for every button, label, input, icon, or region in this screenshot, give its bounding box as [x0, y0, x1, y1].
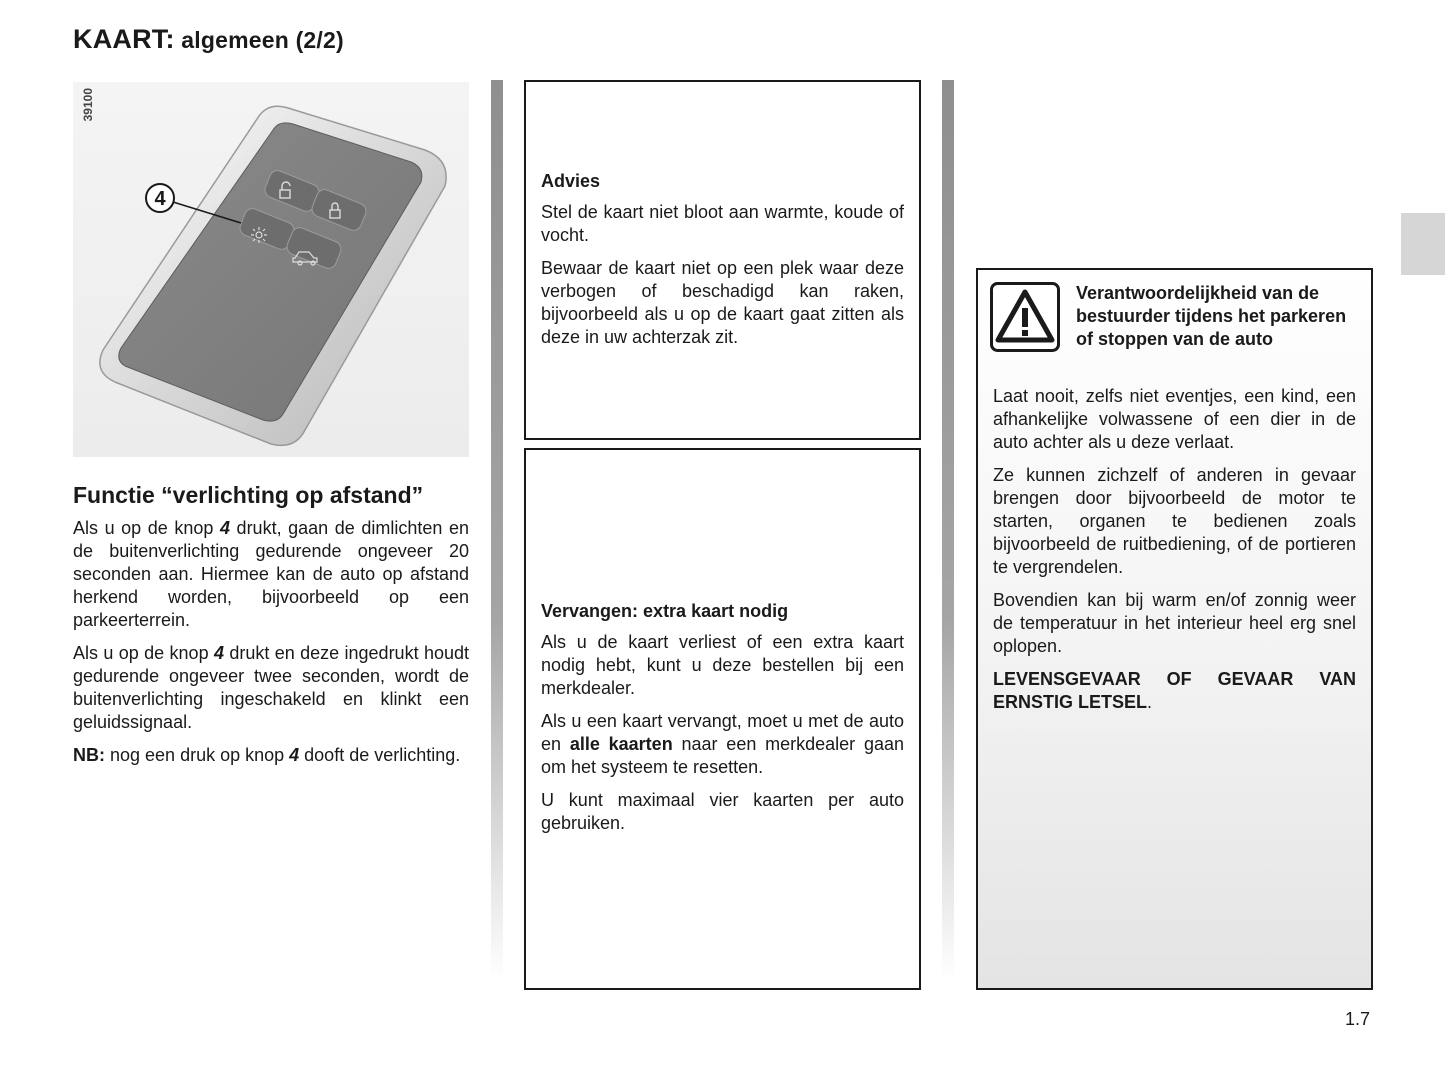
paragraph: [73, 517, 469, 632]
text-run: .: [1147, 692, 1153, 712]
chapter-tab: [1401, 213, 1445, 275]
paragraph: Stel de kaart niet bloot aan warmte, koude of vocht.: [541, 202, 904, 245]
paragraph: U kunt maximaal vier kaarten per auto gebruiken.: [541, 790, 904, 833]
paragraph: [73, 744, 469, 767]
danger-text: LEVENSGEVAAR OF GEVAAR VAN ERNSTIG LETSEL: [993, 669, 1356, 712]
advice-heading: Advies: [541, 171, 601, 191]
text-run: dooft de verlichting.: [299, 745, 461, 765]
figure-ref-number: 39100: [81, 88, 95, 122]
text-run: drukt, gaan de dimlichten en de buitenverlichting gedurende ongeveer 20 seconden aan. Hiermee kan de auto op afstand herkend worden, bijvoorbeeld op een parkeerterrein.: [73, 518, 469, 630]
page-title: [73, 24, 344, 55]
emphasis: alle kaarten: [569, 734, 673, 754]
text-run: Als u op de knop: [73, 643, 214, 663]
text-run: nog een druk op knop: [105, 745, 290, 765]
title-main: KAART:: [73, 24, 175, 54]
page-number: 1.7: [1345, 1009, 1371, 1029]
paragraph: Ze kunnen zichzelf of anderen in gevaar brengen door bijvoorbeeld de motor te starten, organen te bedienen zoals bijvoorbeeld de ruitbediening, of de portieren te vergrendelen.: [993, 465, 1356, 577]
section-heading: Functie “verlichting op afstand”: [73, 482, 424, 508]
callout-label: 4: [154, 188, 166, 210]
text-run: Als u een kaart vervangt, moet u met de auto en: [541, 711, 904, 754]
paragraph: Laat nooit, zelfs niet eventjes, een kind, een afhankelijke volwassene of een dier in de auto achter als u deze verlaat.: [993, 386, 1356, 452]
left-body: [73, 517, 469, 767]
advice-box: [524, 80, 921, 440]
button-ref: 4: [219, 518, 230, 538]
warning-title: Verantwoordelijkheid van de bestuurder tijdens het parkeren of stoppen van de auto: [1076, 283, 1347, 349]
key-card-drawing: [73, 82, 469, 457]
replace-box: [524, 448, 921, 990]
button-ref: 4: [213, 643, 224, 663]
warning-triangle-icon: [990, 282, 1060, 352]
paragraph: Bewaar de kaart niet op een plek waar deze verbogen of beschadigd kan raken, bijvoorbeeld als u op de kaart gaat zitten als deze in uw achterzak zit.: [541, 258, 904, 347]
paragraph: Als u de kaart verliest of een extra kaart nodig hebt, kunt u deze bestellen bij een merkdealer.: [541, 632, 904, 698]
column-separator: [491, 80, 503, 980]
text-run: naar een merkdealer gaan om het systeem te resetten.: [541, 734, 905, 777]
warning-box: [976, 268, 1373, 990]
note-label: NB:: [73, 745, 105, 765]
paragraph: Bovendien kan bij warm en/of zonnig weer de temperatuur in het interieur heel erg snel oplopen.: [993, 590, 1356, 656]
title-sub: algemeen (2/2): [181, 27, 344, 53]
button-ref: 4: [289, 745, 300, 765]
key-card-illustration: [73, 82, 469, 457]
column-separator: [942, 80, 954, 980]
text-run: drukt en deze ingedrukt houdt gedurende ongeveer twee seconden, wordt de buitenverlichting ingeschakeld en klinkt een geluidssignaal.: [73, 643, 469, 732]
paragraph: [73, 642, 469, 734]
text-run: Als u op de knop: [73, 518, 220, 538]
replace-heading: Vervangen: extra kaart nodig: [541, 601, 789, 621]
paragraph: [993, 668, 1356, 714]
left-column: [73, 482, 469, 777]
paragraph: [541, 710, 904, 779]
